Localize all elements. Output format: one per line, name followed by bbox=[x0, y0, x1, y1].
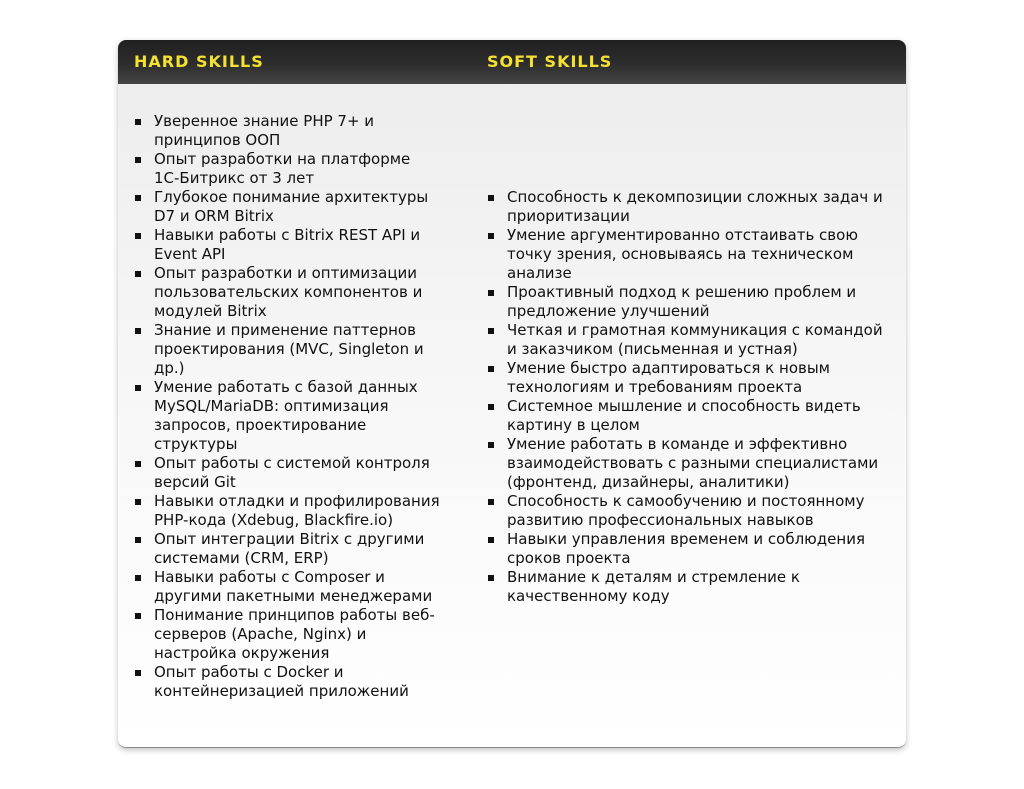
list-item: Проактивный подход к решению проблем и предложение улучшений bbox=[488, 283, 888, 321]
list-item: Понимание принципов работы веб-серверов (Apache, Nginx) и настройка окружения bbox=[135, 606, 440, 663]
list-item: Опыт работы с системой контроля версий Git bbox=[135, 454, 440, 492]
hard-skills-heading: HARD SKILLS bbox=[134, 52, 264, 71]
list-item: Знание и применение паттернов проектирования (MVC, Singleton и др.) bbox=[135, 321, 440, 378]
list-item: Умение работать с базой данных MySQL/MariaDB: оптимизация запросов, проектирование структуры bbox=[135, 378, 440, 454]
list-item: Опыт интеграции Bitrix с другими системами (CRM, ERP) bbox=[135, 530, 440, 568]
list-item: Умение аргументированно отстаивать свою точку зрения, основываясь на техническом анализе bbox=[488, 226, 888, 283]
list-item: Системное мышление и способность видеть картину в целом bbox=[488, 397, 888, 435]
list-item: Способность к самообучению и постоянному развитию профессиональных навыков bbox=[488, 492, 888, 530]
list-item: Уверенное знание PHP 7+ и принципов ООП bbox=[135, 112, 440, 150]
list-item: Опыт разработки и оптимизации пользовательских компонентов и модулей Bitrix bbox=[135, 264, 440, 321]
soft-skills-heading: SOFT SKILLS bbox=[487, 52, 613, 71]
list-item: Навыки отладки и профилирования PHP-кода (Xdebug, Blackfire.io) bbox=[135, 492, 440, 530]
list-item: Четкая и грамотная коммуникация с командой и заказчиком (письменная и устная) bbox=[488, 321, 888, 359]
list-item: Способность к декомпозиции сложных задач и приоритизации bbox=[488, 188, 888, 226]
table-header bbox=[118, 40, 906, 84]
list-item: Глубокое понимание архитектуры D7 и ORM Bitrix bbox=[135, 188, 440, 226]
list-item: Внимание к деталям и стремление к качественному коду bbox=[488, 568, 888, 606]
list-item: Навыки работы с Bitrix REST API и Event API bbox=[135, 226, 440, 264]
list-item: Навыки управления временем и соблюдения сроков проекта bbox=[488, 530, 888, 568]
list-item: Опыт работы с Docker и контейнеризацией приложений bbox=[135, 663, 440, 701]
list-item: Умение работать в команде и эффективно взаимодействовать с разными специалистами (фронтенд, дизайнеры, аналитики) bbox=[488, 435, 888, 492]
soft-skills-list bbox=[488, 188, 888, 606]
list-item: Опыт разработки на платформе 1С-Битрикс от 3 лет bbox=[135, 150, 440, 188]
list-item: Навыки работы с Composer и другими пакетными менеджерами bbox=[135, 568, 440, 606]
hard-skills-list bbox=[135, 112, 440, 701]
list-item: Умение быстро адаптироваться к новым технологиям и требованиям проекта bbox=[488, 359, 888, 397]
skills-table bbox=[118, 40, 906, 748]
